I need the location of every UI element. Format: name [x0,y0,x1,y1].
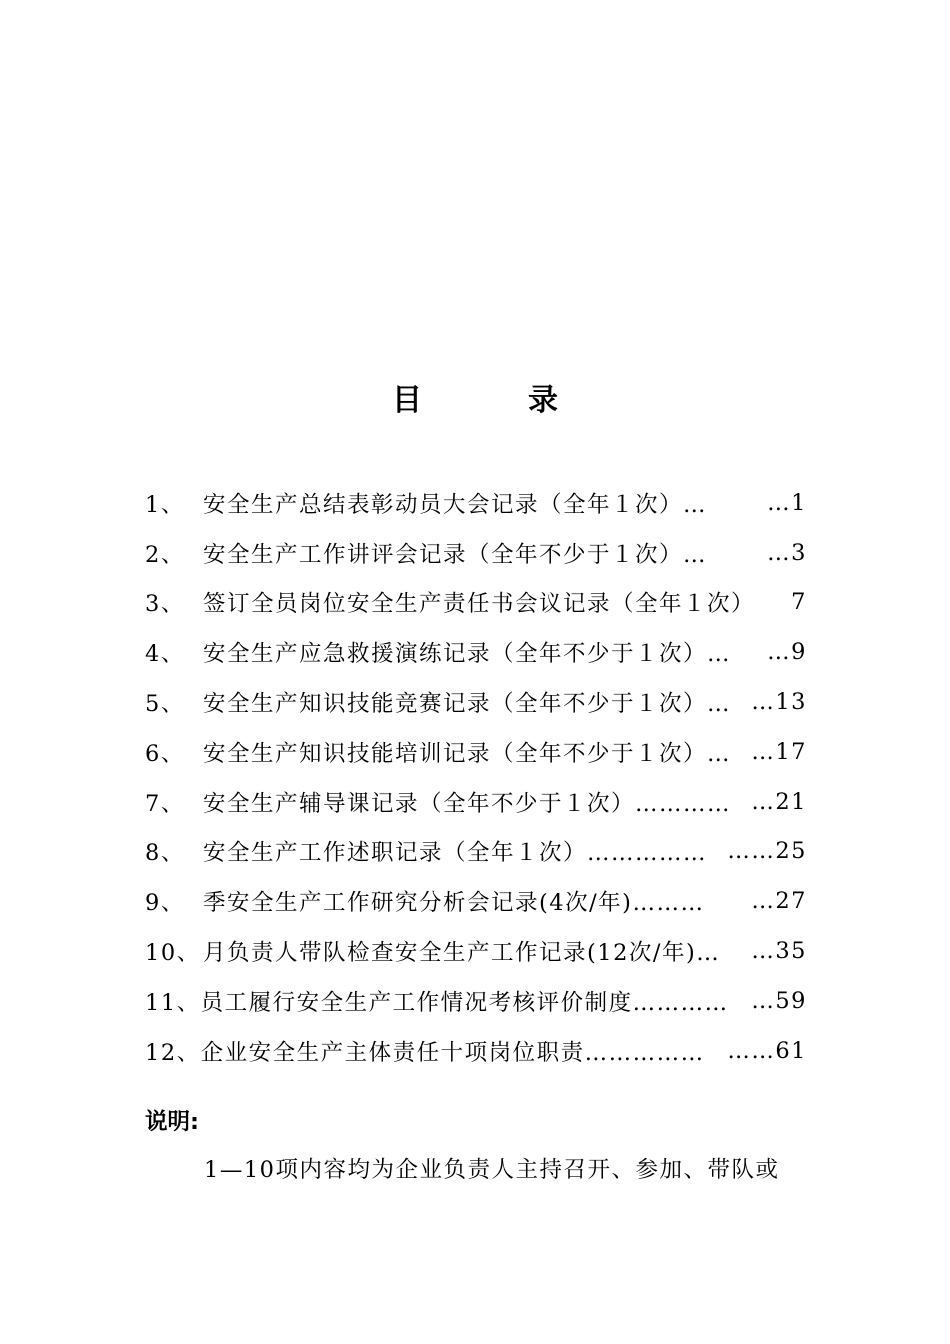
toc-item-page: …27 [751,888,807,915]
toc-item-number: 7、 [145,790,185,817]
toc-item-12 [145,1026,807,1076]
toc-item-page: …3 [767,539,807,566]
toc-item-page: 7 [791,589,807,616]
toc-item-page: …21 [751,788,807,815]
toc-item-number: 2、 [145,541,185,568]
toc-item-page: ……25 [727,838,807,865]
toc-item-number: 1、 [145,491,185,518]
toc-item-5 [145,677,807,727]
toc-item-title: 月负责人带队检查安全生产工作记录(12次/年)… [203,940,721,967]
toc-item-page: …9 [767,639,807,666]
note-label: 说明: [145,1109,199,1135]
toc-item-title: 安全生产知识技能竞赛记录（全年不少于１次）… [203,691,732,718]
toc-item-page: …35 [751,938,807,965]
toc-item-title: 员工履行安全生产工作情况考核评价制度………… [200,989,729,1016]
toc-item-8 [145,827,807,877]
toc-item-title: 企业安全生产主体责任十项岗位职责…………… [200,1039,705,1066]
toc-item-4 [145,627,807,677]
toc-item-number: 10、 [145,940,201,967]
page-title: 目 录 [392,383,596,418]
toc-item-page: …13 [751,689,807,716]
toc-item-page: …59 [751,987,807,1014]
toc-item-title: 安全生产工作讲评会记录（全年不少于１次）… [203,541,708,568]
note-text: 1—10项内容均为企业负责人主持召开、参加、带队或 [204,1157,780,1183]
toc-item-11 [145,976,807,1026]
toc-item-number: 12、 [145,1039,201,1066]
toc-item-title: 安全生产辅导课记录（全年不少于１次）………… [203,790,732,817]
toc-item-number: 6、 [145,740,185,767]
toc-item-10 [145,926,807,976]
toc-item-number: 4、 [145,641,185,668]
toc-item-number: 3、 [145,591,185,618]
toc-item-7 [145,777,807,827]
toc-item-number: 9、 [145,890,185,917]
toc-item-1 [145,478,807,528]
toc-item-page: ……61 [727,1037,807,1064]
toc-item-6 [145,727,807,777]
toc-item-number: 8、 [145,840,185,867]
toc-item-title: 签订全员岗位安全生产责任书会议记录（全年１次） [203,591,756,618]
toc-item-page: …17 [751,738,807,765]
toc-item-page: …1 [767,489,807,516]
toc-item-title: 安全生产知识技能培训记录（全年不少于１次）… [203,740,732,767]
toc-item-number: 11、 [145,989,201,1016]
toc-item-3 [145,578,807,628]
toc-item-9 [145,876,807,926]
toc-item-title: 安全生产工作述职记录（全年１次）…………… [203,840,708,867]
toc-item-title: 季安全生产工作研究分析会记录(4次/年)……… [203,890,705,917]
toc-item-title: 安全生产总结表彰动员大会记录（全年１次）… [203,491,708,518]
toc-item-2 [145,528,807,578]
toc-item-number: 5、 [145,691,185,718]
toc-item-title: 安全生产应急救援演练记录（全年不少于１次）… [203,641,732,668]
table-of-contents [145,478,807,1076]
